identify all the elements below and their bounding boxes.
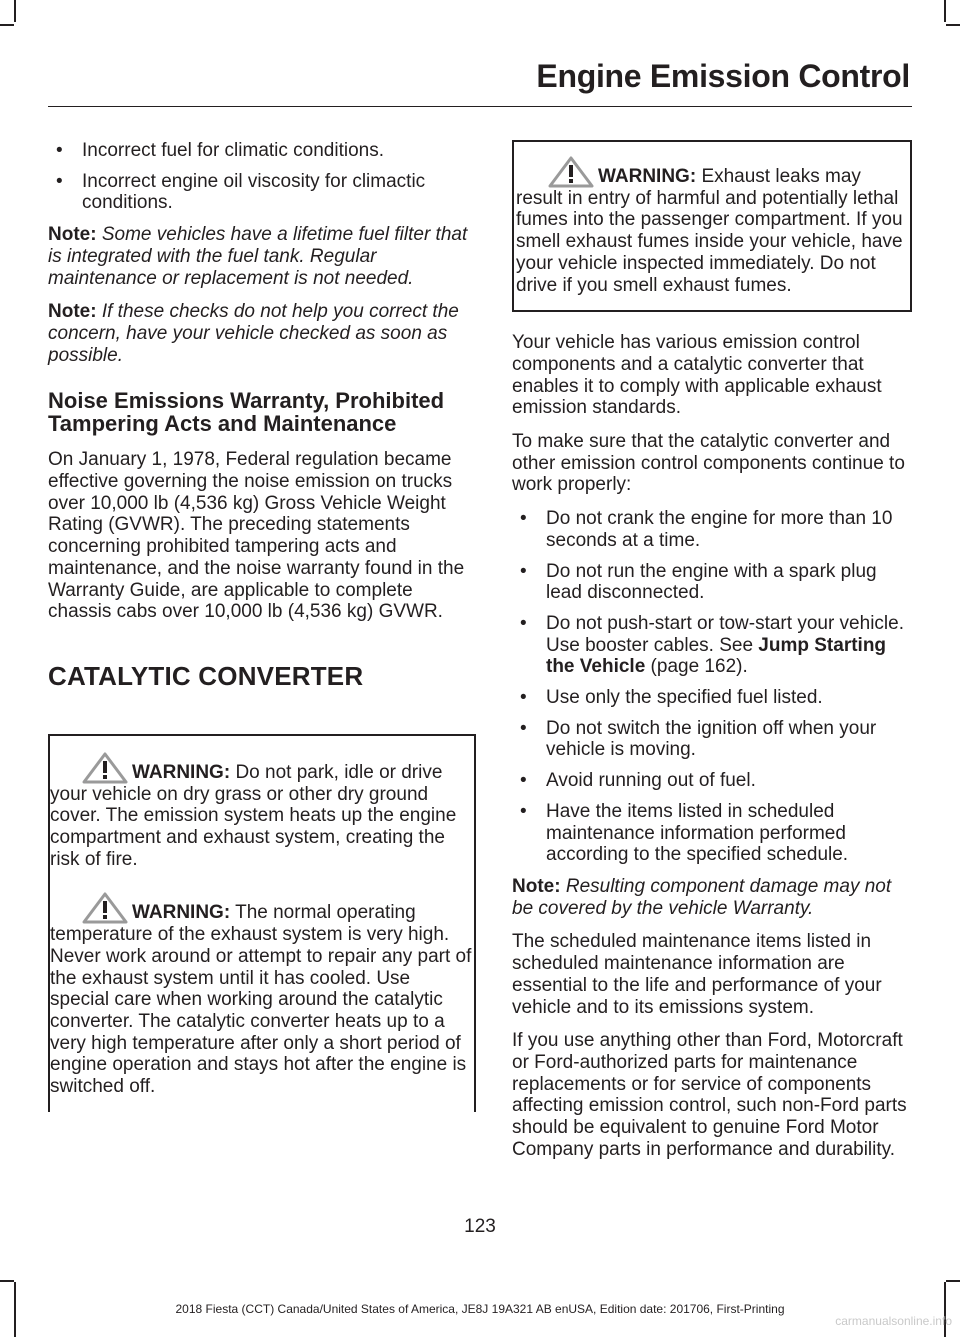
list-item: • Use only the specified fuel listed.	[512, 687, 912, 709]
warning-text: The normal operating temperature of the exhaust system is very high. Never work around or attempt to repair any part of the exhaust system until it has cooled. Use special care when working around the catalytic converter. The catalytic converter heats up to a very high temperature after only a short period of engine operation and stays hot after the engine is switched off.	[50, 902, 472, 1098]
warning-text: Do not park, idle or drive your vehicle on dry grass or other dry ground cover. The emission system heats up the engine compartment and exhaust system, creating the risk of fire.	[50, 761, 457, 870]
list-item-text: (page 162).	[645, 656, 748, 678]
note	[48, 301, 476, 366]
crop-mark	[946, 24, 960, 26]
note-label: Note:	[48, 301, 97, 323]
right-column	[512, 140, 912, 1172]
list-item-text: Do not push-start or tow-start your vehicle. Use booster cables. See	[546, 612, 904, 656]
list-item: • Do not run the engine with a spark plug lead disconnected.	[512, 561, 912, 604]
cross-reference-link[interactable]: Jump Starting the Vehicle	[546, 634, 887, 678]
crop-mark	[14, 0, 16, 22]
note	[512, 876, 912, 919]
warning-item	[516, 156, 904, 296]
warning-box	[48, 734, 476, 1112]
watermark: carmanualsonline.info	[835, 1314, 952, 1328]
crop-mark	[946, 1280, 960, 1282]
warning-text: Exhaust leaks may result in entry of harmful and potentially lethal fumes into the passenger compartment. If you smell exhaust fumes inside your vehicle, have your vehicle inspected immediately. Do not drive if you smell exhaust fumes.	[516, 166, 903, 296]
subheading-noise-warranty: Noise Emissions Warranty, Prohibited Tampering Acts and Maintenance	[48, 388, 445, 436]
warning-triangle-icon	[82, 892, 128, 924]
warning-item	[50, 892, 474, 1097]
paragraph: Your vehicle has various emission control components and a catalytic converter that enables it to comply with applicable exhaust emission standards.	[512, 332, 882, 419]
crop-mark	[0, 1280, 14, 1282]
list-item: • Incorrect fuel for climatic conditions.	[48, 140, 476, 162]
note-label: Note:	[512, 875, 561, 897]
paragraph: To make sure that the catalytic converter and other emission control components continue to work properly:	[512, 431, 905, 496]
warning-box	[512, 140, 912, 312]
bullet-list	[512, 508, 912, 866]
section-heading-catalytic-converter: CATALYTIC CONVERTER	[48, 660, 364, 691]
list-item: • Avoid running out of fuel.	[512, 770, 912, 792]
warning-label: WARNING:	[132, 761, 231, 783]
note-label: Note:	[48, 224, 97, 246]
header-divider	[48, 106, 912, 107]
warning-triangle-icon	[548, 156, 594, 188]
list-item: • Have the items listed in scheduled maintenance information performed according to the specified schedule.	[512, 801, 912, 866]
paragraph: On January 1, 1978, Federal regulation became effective governing the noise emission on trucks over 10,000 lb (4,536 kg) Gross Vehicle Weight Rating (GVWR). The preceding statements concerning prohibited tampering acts and maintenance, and the noise warranty found in the Warranty Guide, are applicable to complete chassis cabs over 10,000 lb (4,536 kg) GVWR.	[48, 449, 465, 623]
list-item: • Do not switch the ignition off when your vehicle is moving.	[512, 718, 912, 761]
footer-edition-info: 2018 Fiesta (CCT) Canada/United States of America, JE8J 19A321 AB enUSA, Edition date: 201706, First-Printing	[175, 1302, 785, 1316]
note-text: If these checks do not help you correct the concern, have your vehicle checked as soon as possible.	[48, 301, 459, 366]
crop-mark	[944, 0, 946, 22]
warning-label: WARNING:	[132, 902, 231, 924]
note-text: Resulting component damage may not be covered by the vehicle Warranty.	[512, 875, 892, 919]
page-title: Engine Emission Control	[536, 58, 910, 94]
left-column	[48, 140, 476, 1112]
crop-mark	[0, 24, 14, 26]
paragraph: If you use anything other than Ford, Motorcraft or Ford-authorized parts for maintenance replacements or for service of components affecting emission control, such non-Ford parts should be equivalent to genuine Ford Motor Company parts in performance and durability.	[512, 1030, 907, 1160]
warning-triangle-icon	[82, 752, 128, 784]
list-item: • Incorrect engine oil viscosity for climactic conditions.	[48, 171, 476, 214]
page-number: 123	[464, 1216, 496, 1237]
note	[48, 224, 476, 289]
bullet-list	[48, 140, 476, 214]
list-item	[512, 613, 912, 678]
warning-item	[50, 752, 474, 871]
note-text: Some vehicles have a lifetime fuel filter that is integrated with the fuel tank. Regular maintenance or replacement is not needed.	[48, 224, 468, 289]
list-item: • Do not crank the engine for more than 10 seconds at a time.	[512, 508, 912, 551]
warning-label: WARNING:	[598, 166, 697, 187]
paragraph: The scheduled maintenance items listed in scheduled maintenance information are essential to the life and performance of your vehicle and to its emissions system.	[512, 931, 882, 1018]
